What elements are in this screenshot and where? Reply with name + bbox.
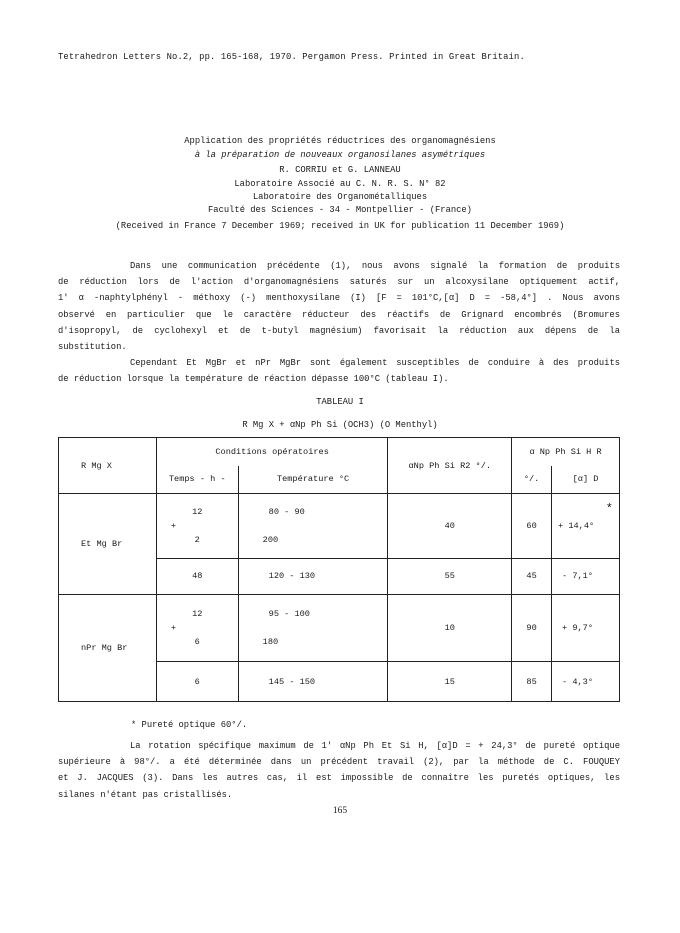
- pct-cell: 45: [512, 558, 552, 595]
- header-alpha: [α] D: [552, 466, 620, 494]
- page-number: 165: [332, 806, 348, 816]
- p1-line: d'isopropyl, de cyclohexyl et de t-butyl magnésium) favorisait la réduction aux dépens de la: [58, 325, 620, 336]
- temps-plus: +: [170, 520, 176, 531]
- temperature-value: 80 - 90: [268, 506, 305, 517]
- p1-line: de réduction lors de l'action d'organomagnésiens saturés sur un alcoxysilane optiquement actif,: [58, 277, 620, 288]
- alpha-value: + 14,4°: [558, 520, 595, 531]
- p3-line: supérieure à 98°/. a été déterminée dans un précédent travail (2), par la méthode de C. FOUQUEY: [58, 757, 620, 768]
- r2-cell: 15: [388, 662, 512, 702]
- alpha-cell: + 9,7°: [552, 595, 620, 662]
- temperature-value: 95 - 100: [268, 609, 310, 620]
- p3-line: et J. JACQUES (3). Dans les autres cas, il est impossible de connaître les puretés optiques, les: [58, 773, 620, 784]
- affiliation-line-3: Faculté des Sciences - 34 - Montpellier - (France): [208, 205, 472, 215]
- table-row: [59, 595, 620, 662]
- alpha-cell: [552, 494, 620, 559]
- received-date: (Received in France 7 December 1969; received in UK for publication 11 December 1969): [115, 221, 565, 231]
- p2-line: de réduction lorsque la température de réaction dépasse 100°C (tableau I).: [58, 374, 449, 385]
- authors: R. CORRIU et G. LANNEAU: [279, 165, 401, 175]
- temps-value: 6: [194, 637, 200, 648]
- temps-cell: [156, 494, 238, 559]
- header-temps: Temps - h -: [156, 466, 238, 494]
- pct-cell: 60: [512, 494, 552, 559]
- asterisk-mark: *: [605, 502, 613, 517]
- r2-cell: 10: [388, 595, 512, 662]
- affiliation-line-2: Laboratoire des Organométalliques: [252, 192, 428, 202]
- temperature-spacer: [239, 517, 388, 535]
- pct-cell: 90: [512, 595, 552, 662]
- temperature-cell: [238, 494, 388, 559]
- paragraph-1: [58, 258, 620, 355]
- table-footnote: * Pureté optique 60°/.: [131, 720, 248, 730]
- alpha-cell: - 7,1°: [552, 558, 620, 595]
- temperature-cell: 120 - 130: [238, 558, 388, 595]
- header-rmgx: R Mg X: [59, 438, 157, 494]
- r2-cell: 40: [388, 494, 512, 559]
- p1-line: substitution.: [58, 341, 127, 352]
- article-title-line-2: à la préparation de nouveaux organosilanes asymétriques: [194, 150, 486, 160]
- temperature-spacer: [239, 619, 388, 637]
- header-conditions: Conditions opératoires: [156, 438, 388, 466]
- temps-plus: +: [170, 623, 176, 634]
- pct-cell: 85: [512, 662, 552, 702]
- running-head: Tetrahedron Letters No.2, pp. 165-168, 1970. Pergamon Press. Printed in Great Britain.: [58, 52, 525, 62]
- temps-cell: 6: [156, 662, 238, 702]
- temperature-value: 180: [262, 637, 279, 648]
- temps-cell: 48: [156, 558, 238, 595]
- table-formula: R Mg X + αNp Ph Si (OCH3) (O Menthyl): [242, 420, 438, 430]
- temps-cell: [156, 595, 238, 662]
- header-temperature: Température °C: [238, 466, 388, 494]
- temps-value: 12: [192, 506, 203, 517]
- r2-cell: 55: [388, 558, 512, 595]
- p3-line: La rotation spécifique maximum de 1' αNp Ph Et Si H, [α]D = + 24,3° de pureté optique: [130, 741, 620, 751]
- p1-line: 1' α -naphtylphényl - méthoxy (-) menthoxysilane (I) [F = 101°C,[α] D = -58,4°] . Nous avons: [58, 293, 620, 304]
- header-hr: α Np Ph Si H R: [512, 438, 620, 466]
- temperature-cell: [238, 595, 388, 662]
- reagent-cell: nPr Mg Br: [59, 595, 157, 702]
- results-table: [58, 437, 620, 702]
- p1-line: Dans une communication précédente (1), nous avons signalé la formation de produits: [130, 261, 620, 271]
- affiliation-line-1: Laboratoire Associé au C. N. R. S. N° 82: [234, 179, 446, 189]
- reagent-cell: Et Mg Br: [59, 494, 157, 595]
- p2-line: Cependant Et MgBr et nPr MgBr sont également susceptibles de conduire à des produits: [130, 358, 620, 368]
- temps-value: 12: [192, 609, 203, 620]
- paragraph-3: [58, 738, 620, 803]
- table-title: TABLEAU I: [316, 397, 364, 407]
- header-r2: αNp Ph Si R2 °/.: [388, 438, 512, 494]
- table-row: [59, 494, 620, 559]
- paragraph-2: [58, 355, 620, 387]
- temperature-value: 200: [262, 534, 279, 545]
- temps-value: 2: [194, 534, 200, 545]
- p3-line: silanes n'étant pas cristallisés.: [58, 789, 233, 800]
- p1-line: observé en particulier que le caractère réducteur des réactifs de Grignard encombrés (Bromures: [58, 309, 620, 320]
- alpha-cell: - 4,3°: [552, 662, 620, 702]
- header-pct: °/.: [512, 466, 552, 494]
- article-title-line-1: Application des propriétés réductrices des organomagnésiens: [184, 136, 496, 146]
- temperature-cell: 145 - 150: [238, 662, 388, 702]
